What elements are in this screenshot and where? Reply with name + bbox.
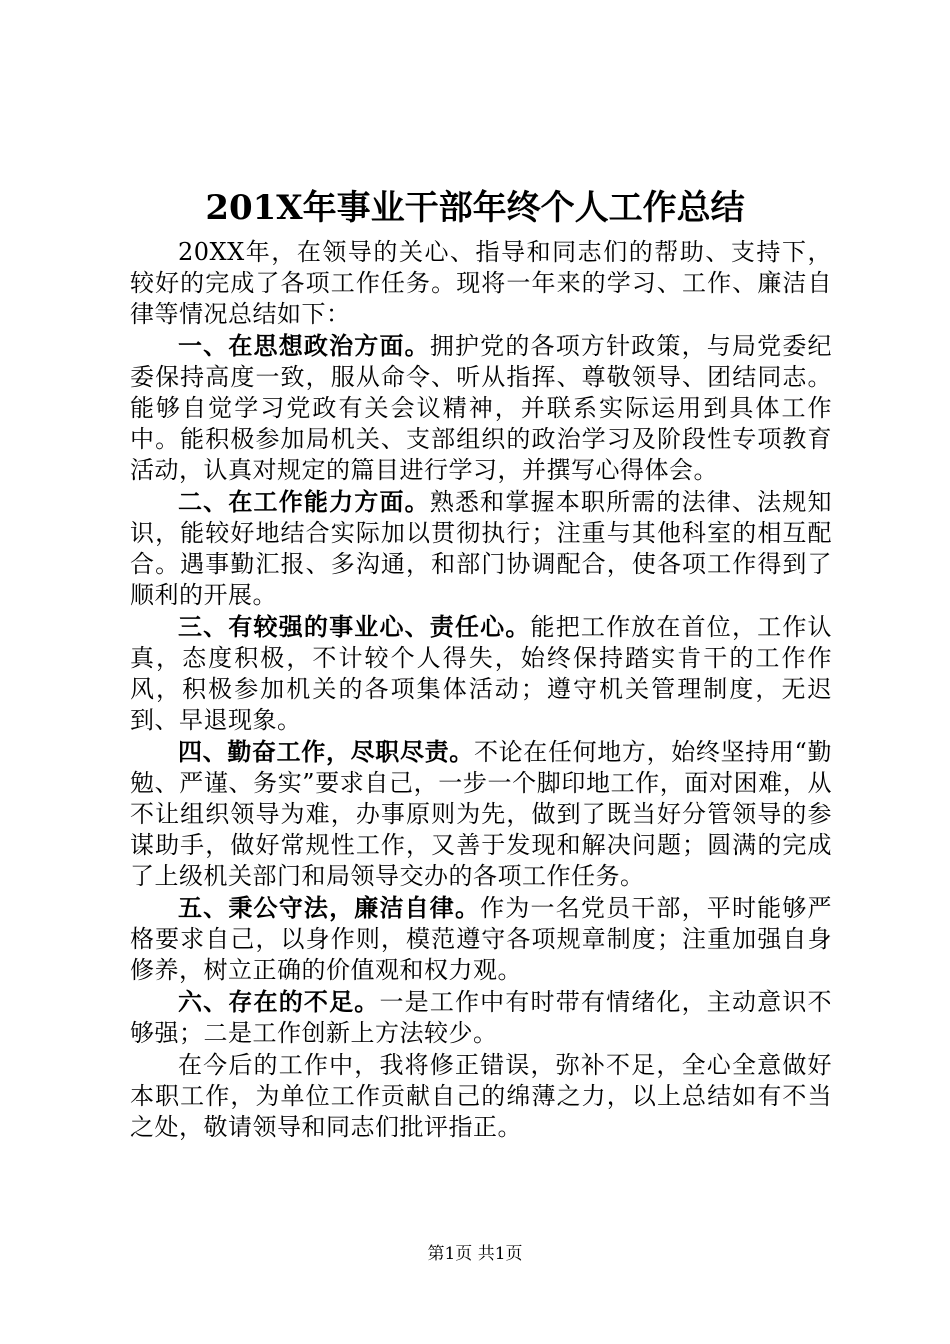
section-integrity-paragraph	[130, 892, 832, 986]
section-ability-heading: 二、在工作能力方面。	[178, 487, 430, 516]
closing-text: 在今后的工作中，我将修正错误，弥补不足，全心全意做好本职工作，为单位工作贡献自己的绵薄之力，以上总结如有不当之处，敬请领导和同志们批评指正。	[130, 1051, 832, 1141]
section-responsibility-paragraph	[130, 611, 832, 736]
section-ability-paragraph	[130, 486, 832, 611]
section-political-heading: 一、在思想政治方面。	[178, 331, 430, 360]
section-ability-text: 熟悉和掌握本职所需的法律、法规知识，能较好地结合实际加以贯彻执行；注重与其他科室的相互配合。遇事勤汇报、多沟通，和部门协调配合，使各项工作得到了顺利的开展。	[130, 488, 833, 609]
intro-paragraph	[130, 236, 832, 330]
page-number-footer: 第1页 共1页	[427, 1244, 523, 1264]
section-integrity-text: 作为一名党员干部，平时能够严格要求自己，以身作则，模范遵守各项规章制度；注重加强自身修养，树立正确的价值观和权力观。	[130, 894, 833, 984]
section-diligence-paragraph	[130, 736, 832, 892]
section-diligence-heading: 四、勤奋工作，尽职尽责。	[178, 737, 474, 766]
section-diligence-text: 不论在任何地方，始终坚持用“勤勉、严谨、务实”要求自己，一步一个脚印地工作，面对困难，从不让组织领导为难，办事原则为先，做到了既当好分管领导的参谋助手，做好常规性工作，又善于发现和解决问题；圆满的完成了上级机关部门和局领导交办的各项工作任务。	[130, 738, 832, 890]
section-responsibility-text: 能把工作放在首位，工作认真，态度积极，不计较个人得失，始终保持踏实肯干的工作作风，积极参加机关的各项集体活动；遵守机关管理制度，无迟到、早退现象。	[130, 613, 833, 734]
section-shortcomings-paragraph	[130, 986, 832, 1049]
section-shortcomings-text: 一是工作中有时带有情绪化，主动意识不够强；二是工作创新上方法较少。	[130, 988, 833, 1047]
section-shortcomings-heading: 六、存在的不足。	[178, 987, 380, 1016]
intro-text: 20XX年，在领导的关心、指导和同志们的帮助、支持下，较好的完成了各项工作任务。现将一年来的学习、工作、廉洁自律等情况总结如下：	[130, 238, 832, 328]
section-responsibility-heading: 三、有较强的事业心、责任心。	[178, 612, 531, 641]
section-political-paragraph	[130, 330, 832, 486]
closing-paragraph	[130, 1049, 832, 1143]
section-integrity-heading: 五、秉公守法，廉洁自律。	[178, 893, 481, 922]
section-political-text: 拥护党的各项方针政策，与局党委纪委保持高度一致，服从命令、听从指挥、尊敬领导、团结同志。能够自觉学习党政有关会议精神，并联系实际运用到具体工作中。能积极参加局机关、支部组织的政治学习及阶段性专项教育活动，认真对规定的篇目进行学习，并撰写心得体会。	[130, 332, 833, 484]
page-title: 201X年事业干部年终个人工作总结	[205, 188, 745, 228]
document-body	[130, 236, 832, 1143]
